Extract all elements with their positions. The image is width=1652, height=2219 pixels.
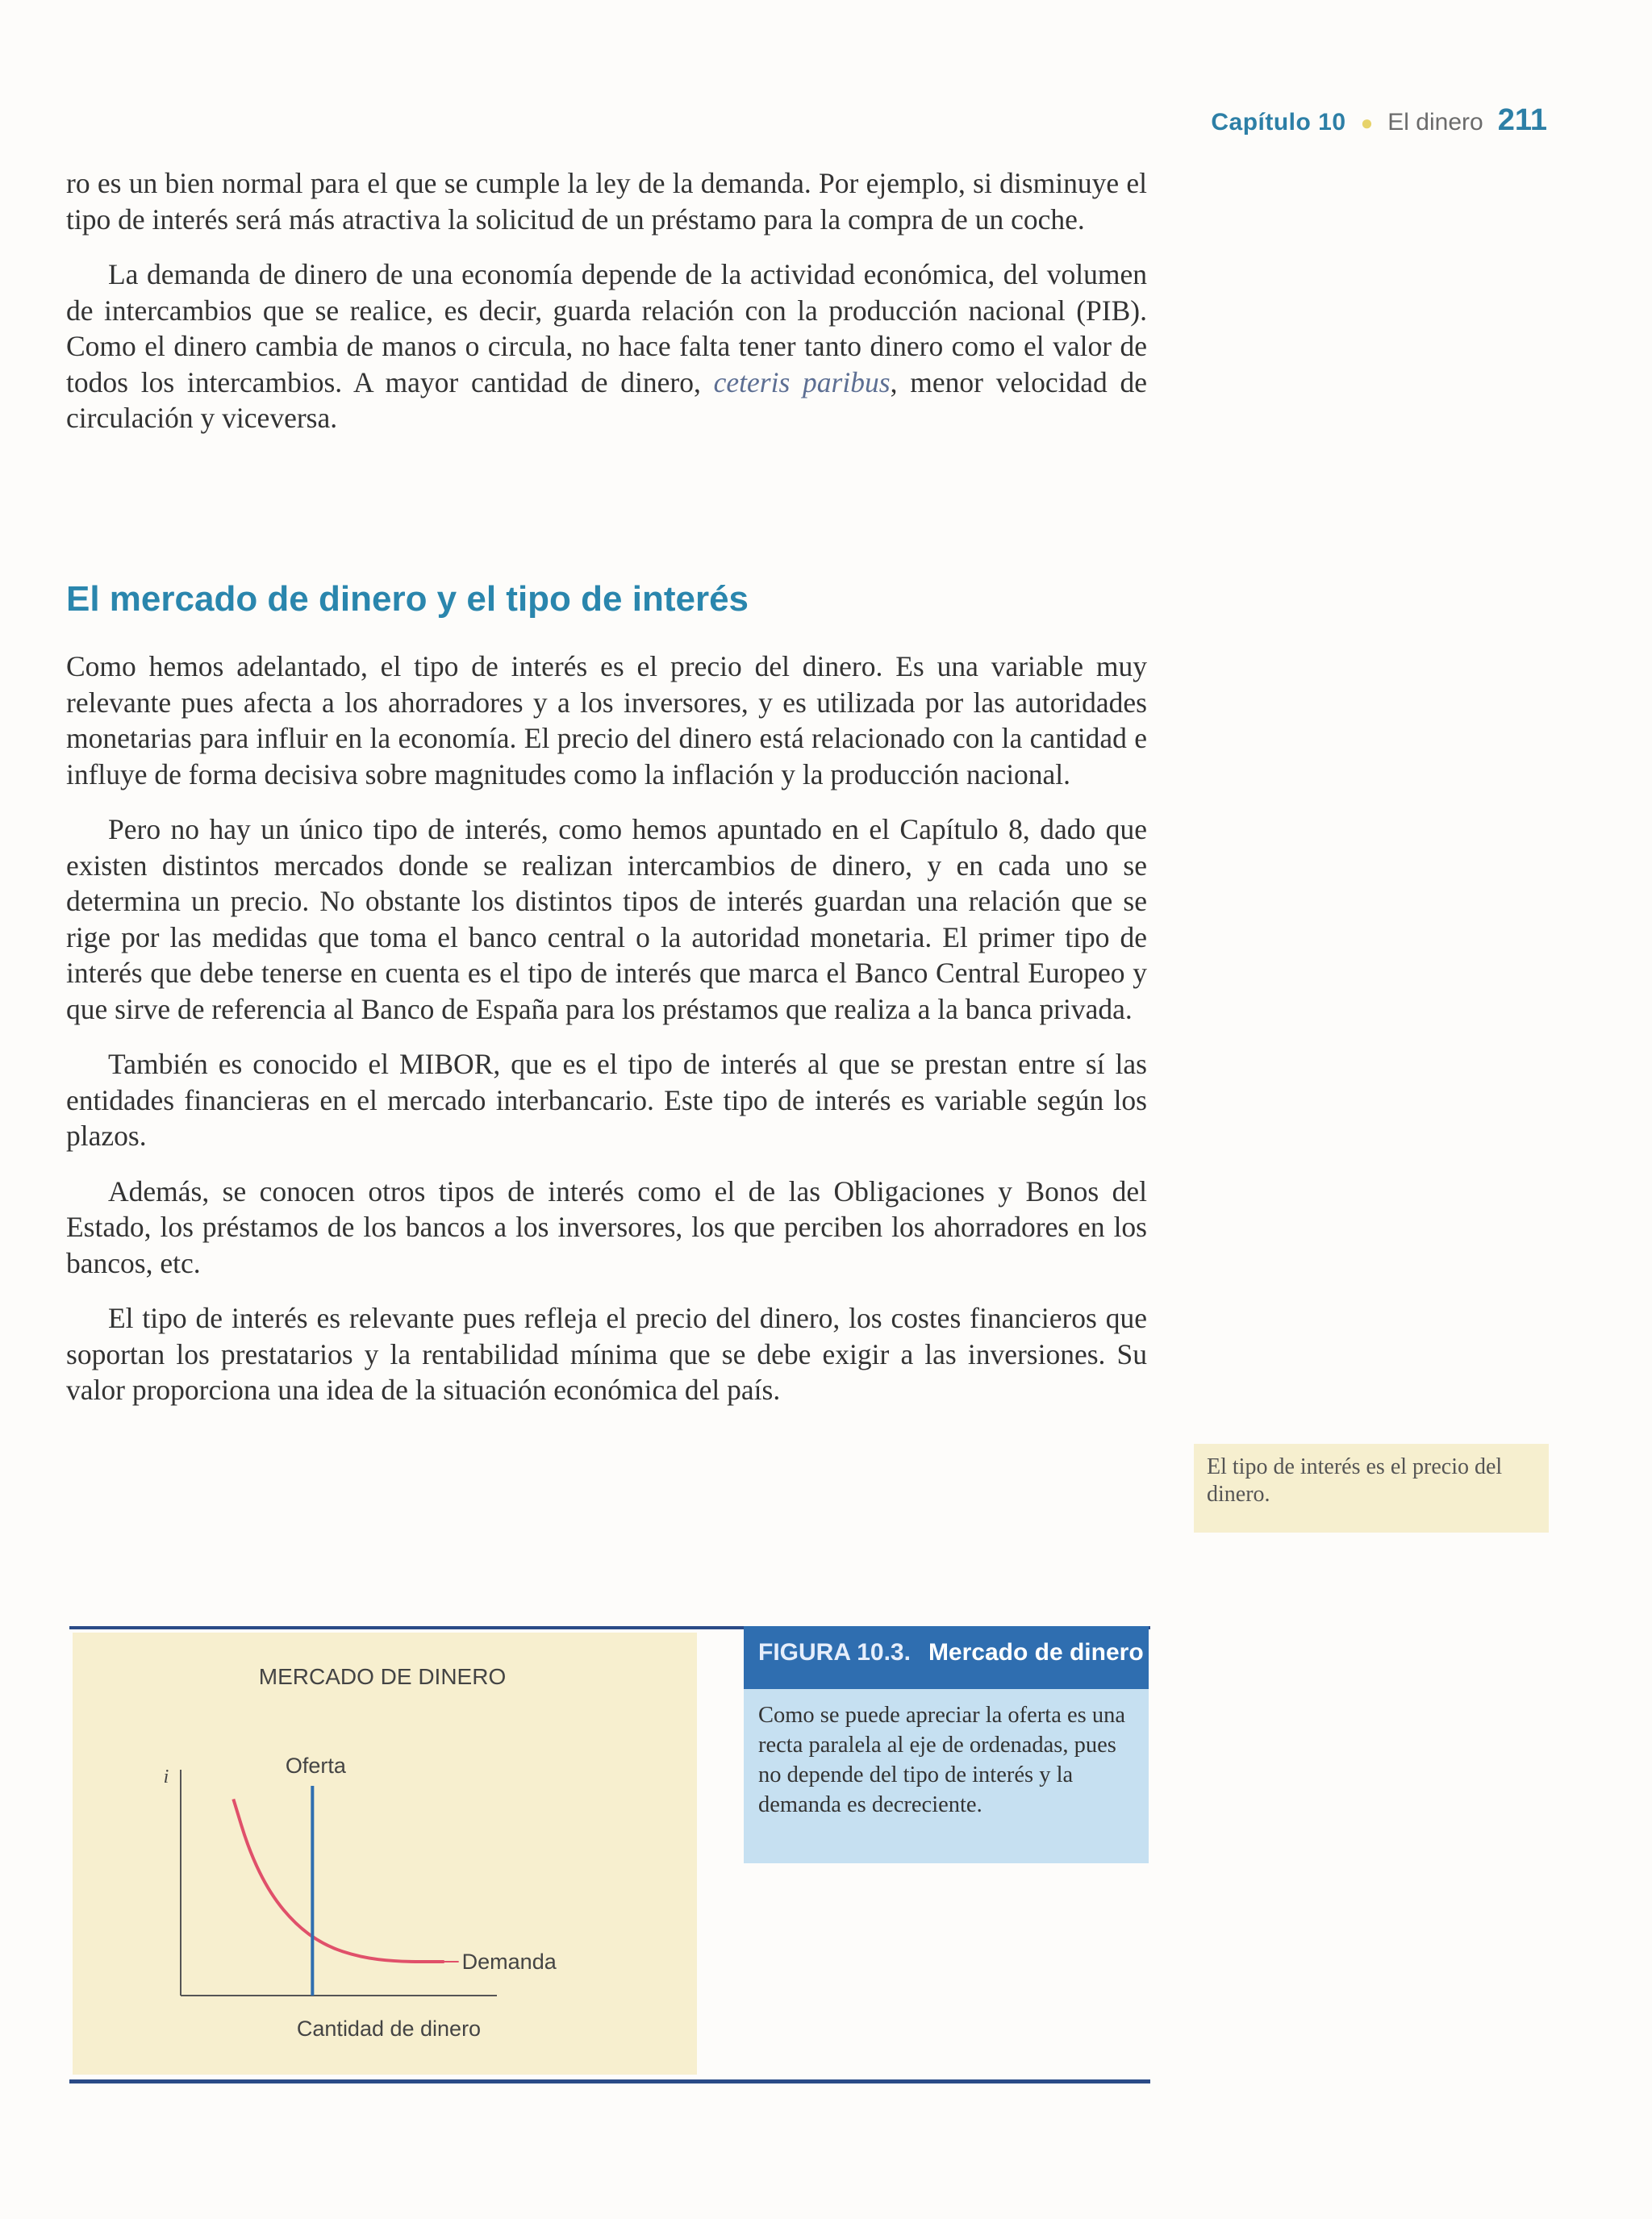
figure-title: Mercado de dinero: [928, 1639, 1144, 1666]
y-axis-label: i: [163, 1766, 169, 1787]
paragraph-1: Como hemos adelantado, el tipo de interés es el precio del dinero. Es una variable muy relevante pues afecta a los ahorradores y a los inversores, y es utilizada por las autoridades monetarias para influir en la economía. El precio del dinero está relacionado con la cantidad e influye de forma decisiva sobre magnitudes como la inflación y la producción nacional.: [66, 650, 1147, 790]
figure-label: FIGURA 10.3.: [758, 1639, 911, 1666]
figure-rule-bottom: [69, 2079, 1150, 2083]
paragraph-5: El tipo de interés es relevante pues refleja el precio del dinero, los costes financieros que soportan los prestatarios y la rentabilidad mínima que se debe exigir a las inversiones. Su valor proporciona una idea de la situación económica del país.: [66, 1302, 1147, 1406]
paragraph-3: También es conocido el MIBOR, que es el tipo de interés al que se prestan entre sí las entidades financieras en el mercado interbancario. Este tipo de interés es variable según los plazos.: [66, 1048, 1147, 1152]
demand-label: Demanda: [461, 1950, 557, 1974]
demand-curve: [233, 1799, 444, 1962]
running-head: [1211, 103, 1547, 138]
figure-caption-body: Como se puede apreciar la oferta es una recta paralela al eje de ordenadas, pues no depende del tipo de interés y la demanda es decreciente.: [744, 1689, 1149, 1863]
paragraph-continued: ro es un bien normal para el que se cumple la ley de la demanda. Por ejemplo, si disminuye el tipo de interés será más atractiva la solicitud de un préstamo para la compra de un coche.: [66, 167, 1147, 236]
body-text: [66, 649, 1147, 1408]
section-label: El dinero: [1387, 109, 1483, 136]
chart-panel: [73, 1633, 697, 2075]
paragraph-2: Pero no hay un único tipo de interés, como hemos apuntado en el Capítulo 8, dado que existen distintos mercados donde se realizan intercambios de dinero, y en cada uno se determina un precio. No obstante los distintos tipos de interés guardan una relación que se rige por las medidas que toma el banco central o la autoridad monetaria. El primer tipo de interés que debe tenerse en cuenta es el tipo de interés que marca el Banco Central Europeo y que sirve de referencia al Banco de España para los préstamos que realiza a la banca privada.: [66, 813, 1147, 1025]
chapter-label: Capítulo 10: [1211, 109, 1346, 136]
supply-label: Oferta: [285, 1754, 346, 1778]
chart-title: MERCADO DE DINERO: [258, 1664, 507, 1689]
top-text: [66, 165, 1147, 436]
paragraph-demand: [66, 257, 1147, 436]
ceteris-paribus-term: ceteris paribus: [713, 365, 891, 398]
bullet-icon: ●: [1360, 111, 1374, 135]
paragraph-4: Además, se conocen otros tipos de interés como el de las Obligaciones y Bonos del Estado, los préstamos de los bancos a los inversores, los que perciben los ahorradores en los bancos, etc.: [66, 1174, 1147, 1279]
margin-note: El tipo de interés es el precio del dinero.: [1194, 1444, 1549, 1533]
section-heading: El mercado de dinero y el tipo de interés: [66, 579, 749, 619]
paragraph-demand-a: La demanda de dinero de una economía depende de la actividad económica, del volumen de intercambios que se realice, es decir, guarda relación con la producción nacional (PIB). Como el dinero cambia de manos o circula, no hace falta tener tanto dinero como el valor de todos los intercambios. A mayor cantidad de dinero,: [66, 258, 1147, 398]
paragraph-demand-b: , menor velocidad de circulación y viceversa.: [66, 365, 1147, 434]
money-market-chart: [73, 1633, 697, 2075]
page-number: 211: [1497, 103, 1547, 137]
x-axis-label: Cantidad de dinero: [296, 2017, 482, 2041]
figure-caption-header: [744, 1626, 1149, 1689]
